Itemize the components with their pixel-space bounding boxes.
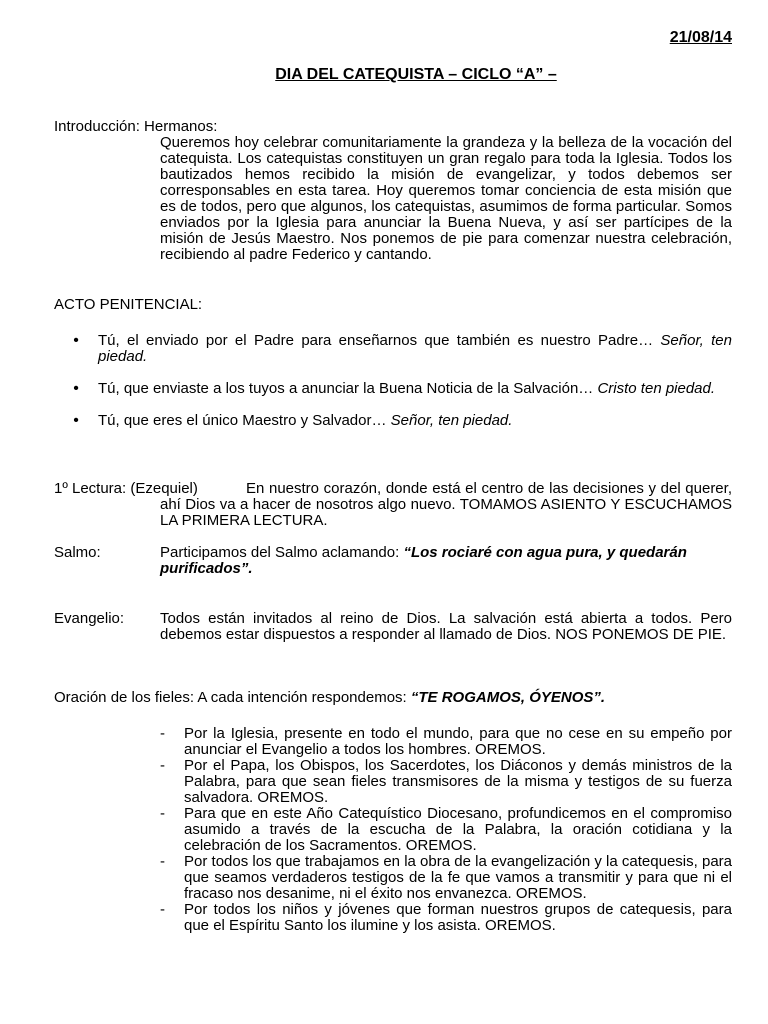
reading-label: 1º Lectura: (Ezequiel)	[54, 480, 198, 497]
psalm-section	[54, 545, 732, 577]
prayer-item	[160, 726, 732, 758]
penitential-list	[54, 333, 732, 445]
psalm-label: Salmo:	[54, 544, 101, 561]
penitential-item-response: Cristo ten piedad.	[597, 380, 716, 397]
psalm-response: “Los rociaré con agua pura, y quedarán purificados”.	[160, 544, 687, 577]
prayer-item	[160, 902, 732, 934]
prayers-label: Oración de los fieles: A cada intención respondemos:	[54, 689, 407, 706]
prayers-heading	[54, 690, 732, 706]
intro-text: Queremos hoy celebrar comunitariamente la grandeza y la belleza de la vocación del catequista. Los catequistas constituyen un gran regalo para toda la Iglesia. Todos los bautizados hemos recibido la misión de evangelizar, y todos debemos ser corresponsables en esta tarea. Hoy queremos tomar conciencia de esta misión que es de todos, pero que algunos, los catequistas, asumimos de forma particular. Somos enviados por la Iglesia para anunciar la Buena Nueva, y así ser partícipes de la misión de Jesús Maestro. Nos ponemos de pie para comenzar nuestra celebración, recibiendo al padre Federico y cantando.	[160, 134, 732, 263]
prayer-item-text: Por todos los que trabajamos en la obra de la evangelización y la catequesis, para que seamos verdaderos testigos de la fe que vamos a transmitir y para que ni el fracaso nos desanime, ni el éxito nos envanezca. OREMOS.	[184, 853, 732, 902]
penitential-item-text: Tú, que eres el único Maestro y Salvador…	[98, 412, 387, 429]
prayer-item-text: Por todos los niños y jóvenes que forman nuestros grupos de catequesis, para que el Espíritu Santo los ilumine y los asista. OREMOS.	[184, 901, 732, 934]
dash-bullet: -	[160, 853, 165, 870]
reading-flow-text: En nuestro corazón, donde está el centro de las decisiones y del querer, ahí Dios va a hacer de nosotros algo nuevo. TOMAMOS ASIENTO Y ESCUCHAMOS LA PRIMERA LECTURA.	[160, 480, 732, 529]
prayer-item-text: Por la Iglesia, presente en todo el mundo, para que no cese en su empeño por anunciar el Evangelio a todos los hombres. OREMOS.	[184, 725, 732, 758]
penitential-item-text: Tú, que enviaste a los tuyos a anunciar la Buena Noticia de la Salvación…	[98, 380, 594, 397]
bullet-icon: •	[73, 380, 79, 397]
prayer-item-text: Por el Papa, los Obispos, los Sacerdotes, los Diáconos y demás ministros de la Palabra, para que sean fieles transmisores de la misma y testigos de su fuerza salvadora. OREMOS.	[184, 757, 732, 806]
penitential-label: ACTO PENITENCIAL:	[54, 296, 203, 313]
bullet-icon: •	[73, 332, 79, 349]
penitential-item-response: Señor, ten piedad.	[98, 332, 732, 365]
penitential-item-text: Tú, el enviado por el Padre para enseñarnos que también es nuestro Padre…	[98, 332, 654, 349]
gospel-section	[54, 611, 732, 643]
prayers-list	[160, 726, 732, 934]
psalm-text: Participamos del Salmo aclamando:	[160, 544, 400, 561]
penitential-item-content	[98, 381, 732, 397]
document-title: DIA DEL CATEQUISTA – CICLO “A” –	[275, 66, 557, 83]
gospel-label: Evangelio:	[54, 610, 125, 627]
dash-bullet: -	[160, 901, 165, 918]
penitential-item	[54, 381, 732, 397]
prayer-item-text: Para que en este Año Catequístico Diocesano, profundicemos en el compromiso asumido a través de la escucha de la Palabra, la oración cotidiana y la celebración de los Sacramentos. OREMOS.	[184, 805, 732, 854]
document-date: 21/08/14	[669, 29, 732, 46]
dash-bullet: -	[160, 805, 165, 822]
dash-bullet: -	[160, 757, 165, 774]
penitential-item	[54, 333, 732, 365]
psalm-content	[160, 545, 732, 577]
penitential-item-content	[98, 413, 732, 429]
prayers-response: “TE ROGAMOS, ÓYENOS”.	[410, 689, 606, 706]
penitential-item	[54, 413, 732, 429]
penitential-item-content	[98, 333, 732, 365]
prayer-item	[160, 806, 732, 854]
gospel-text: Todos están invitados al reino de Dios. La salvación está abierta a todos. Pero debemos estar dispuestos a responder al llamado de Dios. NOS PONEMOS DE PIE.	[160, 610, 732, 643]
dash-bullet: -	[160, 725, 165, 742]
prayer-item	[160, 758, 732, 806]
penitential-item-response: Señor, ten piedad.	[390, 412, 513, 429]
reading-render	[54, 481, 732, 529]
intro-label: Introducción: Hermanos:	[54, 118, 218, 135]
intro-section	[54, 119, 732, 263]
prayer-item	[160, 854, 732, 902]
bullet-icon: •	[73, 412, 79, 429]
